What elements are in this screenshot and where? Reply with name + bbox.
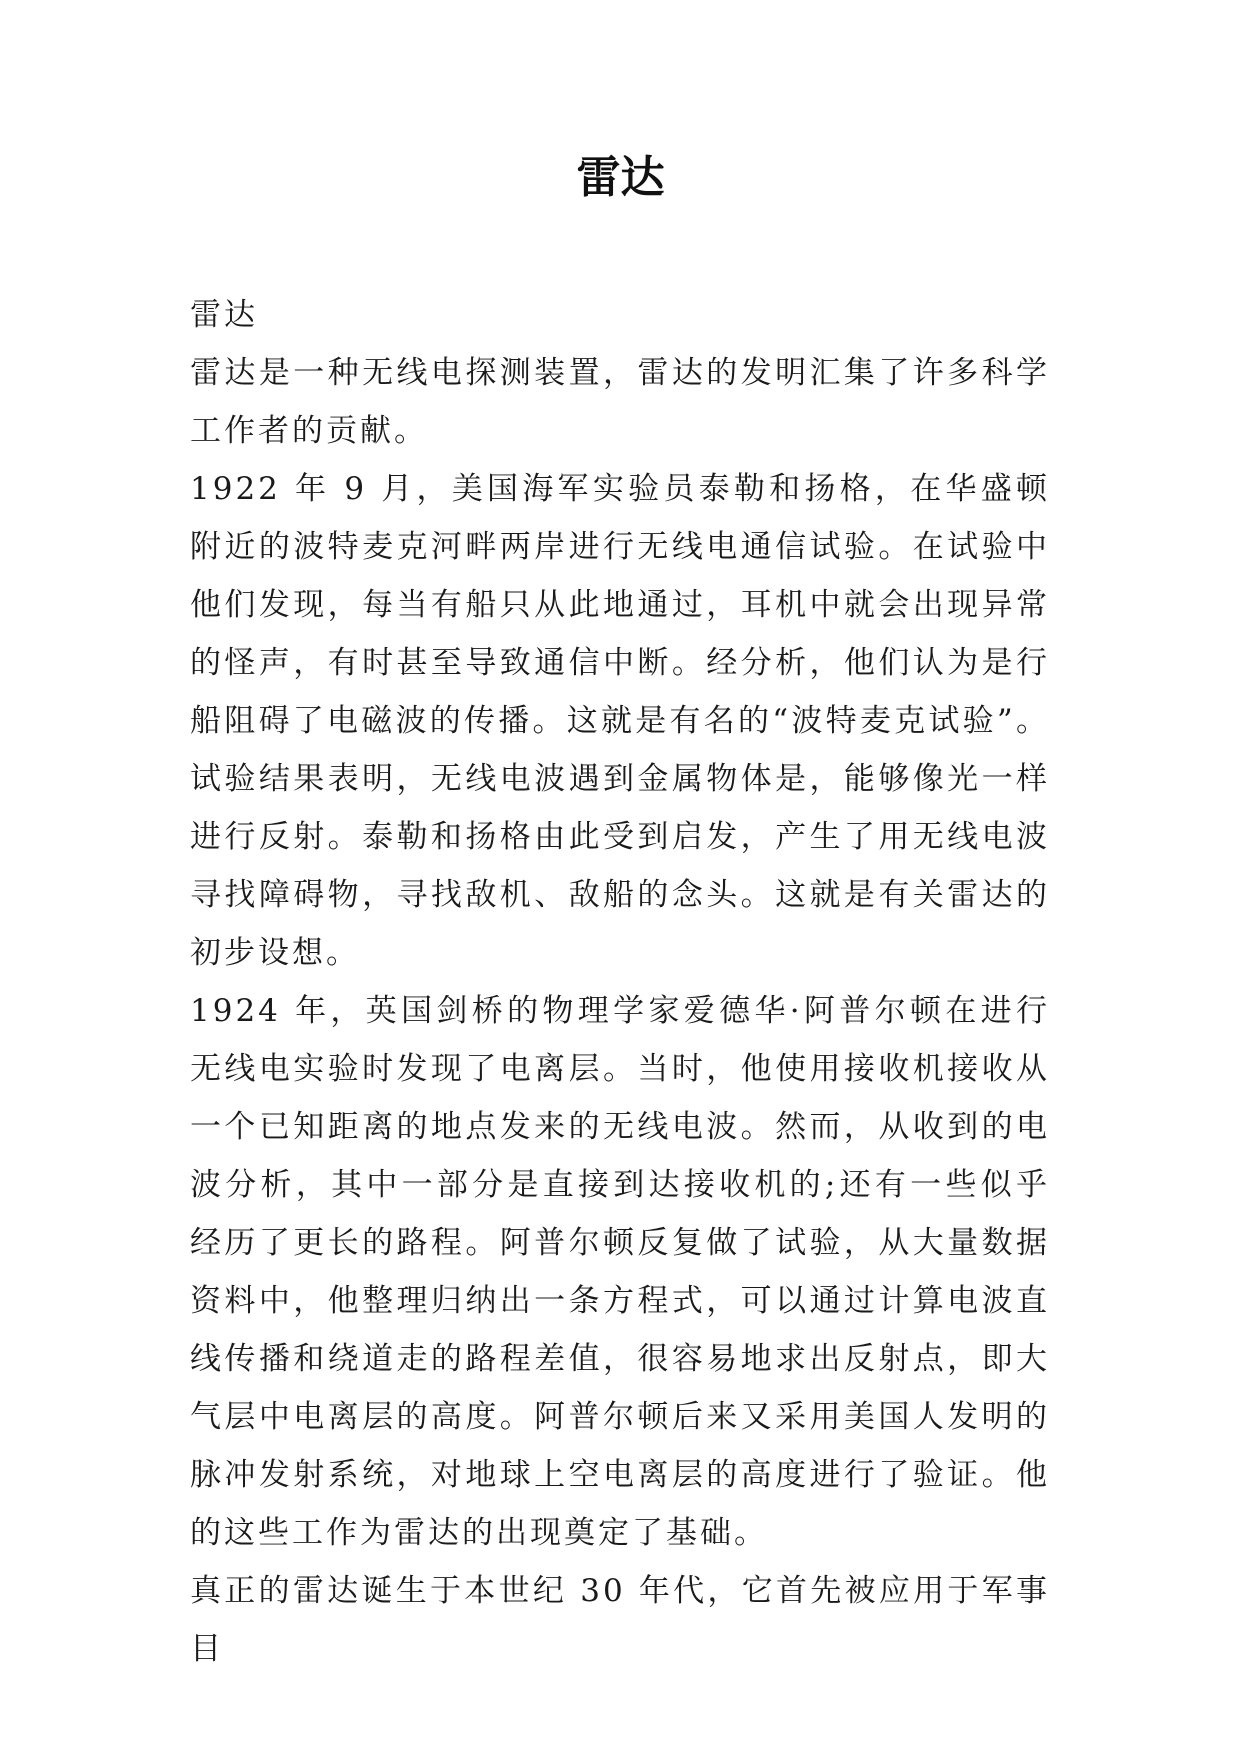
paragraph: 1922 年 9 月，美国海军实验员泰勒和扬格，在华盛顿附近的波特麦克河畔两岸进行无线电通信试验。在试验中他们发现，每当有船只从此地通过，耳机中就会出现异常的怪声，有时甚至导致通信中断。经分析，他们认为是行船阻碍了电磁波的传播。这就是有名的“波特麦克试验”。试验结果表明，无线电波遇到金属物体是，能够像光一样进行反射。泰勒和扬格由此受到启发，产生了用无线电波寻找障碍物，寻找敌机、敌船的念头。这就是有关雷达的初步设想。 — [190, 471, 1050, 971]
document-body — [190, 286, 1050, 1678]
document-title: 雷达 — [576, 152, 665, 203]
paragraph: 真正的雷达诞生于本世纪 30 年代，它首先被应用于军事目 — [190, 1573, 1050, 1667]
paragraph-heading: 雷达 — [190, 297, 258, 333]
paragraph: 1924 年，英国剑桥的物理学家爱德华·阿普尔顿在进行无线电实验时发现了电离层。当时，他使用接收机接收从一个已知距离的地点发来的无线电波。然而，从收到的电波分析，其中一部分是直接到达接收机的;还有一些似乎经历了更长的路程。阿普尔顿反复做了试验，从大量数据资料中，他整理归纳出一条方程式，可以通过计算电波直线传播和绕道走的路程差值，很容易地求出反射点，即大气层中电离层的高度。阿普尔顿后来又采用美国人发明的脉冲发射系统，对地球上空电离层的高度进行了验证。他的这些工作为雷达的出现奠定了基础。 — [190, 993, 1050, 1551]
paragraph: 雷达是一种无线电探测装置，雷达的发明汇集了许多科学工作者的贡献。 — [190, 355, 1050, 449]
